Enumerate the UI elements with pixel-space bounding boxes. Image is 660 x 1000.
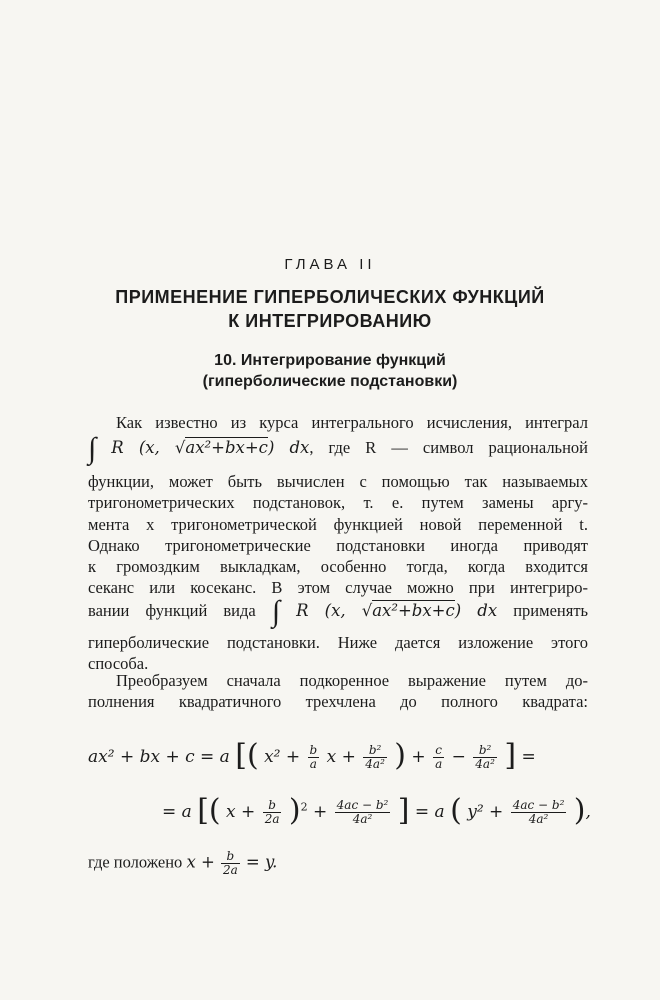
- paragraph-line: Преобразуем сначала подкоренное выражение путем до-: [116, 671, 588, 690]
- equation-2: [162, 790, 591, 826]
- fraction: $\frac{\text{4ac − b²}}{\text{4a²}}$: [336, 798, 389, 826]
- paragraph-line: Однако тригонометрические подстановки иногда приводят: [88, 535, 588, 555]
- fraction: $\frac{b}{a}$: [309, 743, 318, 771]
- paragraph-line: к громоздким выкладкам, особенно тогда, когда входится: [88, 557, 588, 577]
- paren-open: (: [324, 601, 332, 620]
- bracket-close: ]: [504, 738, 517, 773]
- paragraph-text: применять: [513, 601, 589, 620]
- bracket-open: [(: [197, 793, 221, 828]
- equation-mid: = a: [414, 802, 445, 822]
- integral-dx: dx: [289, 438, 310, 457]
- section-title-line1: 10. Интегрирование функций: [214, 352, 446, 369]
- equation-term: y² +: [467, 802, 504, 822]
- sqrt-sign: √: [174, 438, 186, 457]
- paragraph-2: [88, 670, 588, 713]
- where-text: где положено: [88, 852, 183, 872]
- equation-start: = a: [162, 802, 192, 822]
- integral-function: R: [111, 438, 124, 457]
- paragraph-line: тригонометрических подстановок, т. е. путем замены аргу-: [88, 493, 588, 513]
- fraction: $\frac{\text{4ac − b²}}{\text{4a²}}$: [512, 798, 565, 826]
- fraction: $\frac{b}{2a}$: [264, 798, 280, 826]
- equation-1: [88, 735, 536, 771]
- fraction: $\frac{\text{b²}}{\text{4a²}}$: [365, 743, 385, 771]
- equation-term: x +: [226, 802, 256, 822]
- paragraph-1: [88, 412, 588, 433]
- equation-term: x +: [326, 747, 356, 767]
- integral-function: R: [296, 601, 309, 620]
- paragraph-line: секанс или косеканс. В этом случае можно при интегриро-: [88, 578, 588, 598]
- paragraph-line: [88, 595, 589, 628]
- where-expr: = y.: [245, 852, 278, 872]
- chapter-title-line1: ПРИМЕНЕНИЕ ГИПЕРБОЛИЧЕСКИХ ФУНКЦИЙ: [115, 287, 545, 307]
- paragraph-1-integral-line: [88, 432, 588, 465]
- paren-close: ): [394, 738, 407, 773]
- integral-sign: ∫: [271, 595, 281, 628]
- paragraph-1-body: [88, 471, 588, 599]
- paren-open: (: [450, 793, 462, 828]
- plus-sign: +: [411, 747, 426, 767]
- plus-sign: +: [313, 802, 328, 822]
- section-title-line2: (гиперболические подстановки): [202, 373, 458, 390]
- paren-close: ): [288, 793, 301, 828]
- paragraph-text: , где R — символ рациональной: [309, 438, 588, 457]
- chapter-title-line2: К ИНТЕГРИРОВАНИЮ: [228, 311, 432, 331]
- paragraph-line: [88, 432, 588, 465]
- paragraph-1-integral-line-2: [88, 595, 589, 628]
- fraction: $\frac{b}{2a}$: [222, 849, 238, 877]
- paren-open: (: [138, 438, 146, 457]
- fraction: $\frac{\text{b²}}{\text{4a²}}$: [475, 743, 495, 771]
- paragraph-line: гиперболические подстановки. Ниже дается изложение этого: [88, 633, 588, 652]
- paragraph-line: мента x тригонометрической функцией новой переменной t.: [88, 514, 588, 534]
- paren-close: ): [267, 438, 275, 457]
- where-clause: [88, 850, 277, 877]
- paragraph-line: функции, может быть вычислен с помощью так называемых: [88, 472, 588, 491]
- chapter-label: ГЛАВА II: [284, 256, 376, 273]
- paragraph-line: Как известно из курса интегрального исчисления, интеграл: [116, 413, 588, 432]
- equation-end: =: [521, 747, 536, 767]
- integral-arg: x,: [331, 601, 346, 620]
- paragraph-line: полнения квадратичного трехчлена до полного квадрата:: [88, 692, 588, 712]
- paren-close: ): [573, 793, 586, 828]
- paragraph-1-end: [88, 632, 588, 675]
- minus-sign: −: [451, 747, 466, 767]
- paragraph-line: способа.: [88, 654, 149, 674]
- integral-radicand: ax²+bx+c: [185, 438, 268, 457]
- equation-term: x² +: [264, 747, 301, 767]
- fraction: $\frac{c}{a}$: [435, 743, 443, 771]
- chapter-title: [0, 285, 660, 333]
- bracket-close: ]: [397, 793, 410, 828]
- integral-dx: dx: [477, 601, 498, 620]
- sqrt-sign: √: [361, 601, 373, 620]
- paren-close: ): [454, 601, 462, 620]
- integral-arg: x,: [145, 438, 160, 457]
- paragraph-text: вании функций вида: [88, 601, 256, 620]
- equation-lhs: ax² + bx + c = a: [88, 747, 230, 767]
- section-title: [0, 350, 660, 392]
- bracket-open: [(: [235, 738, 259, 773]
- integral-sign: ∫: [88, 432, 97, 465]
- integral-radicand: ax²+bx+c: [372, 601, 455, 620]
- exponent: 2: [300, 800, 308, 814]
- where-expr: x +: [186, 852, 215, 872]
- equation-end: ,: [585, 802, 591, 822]
